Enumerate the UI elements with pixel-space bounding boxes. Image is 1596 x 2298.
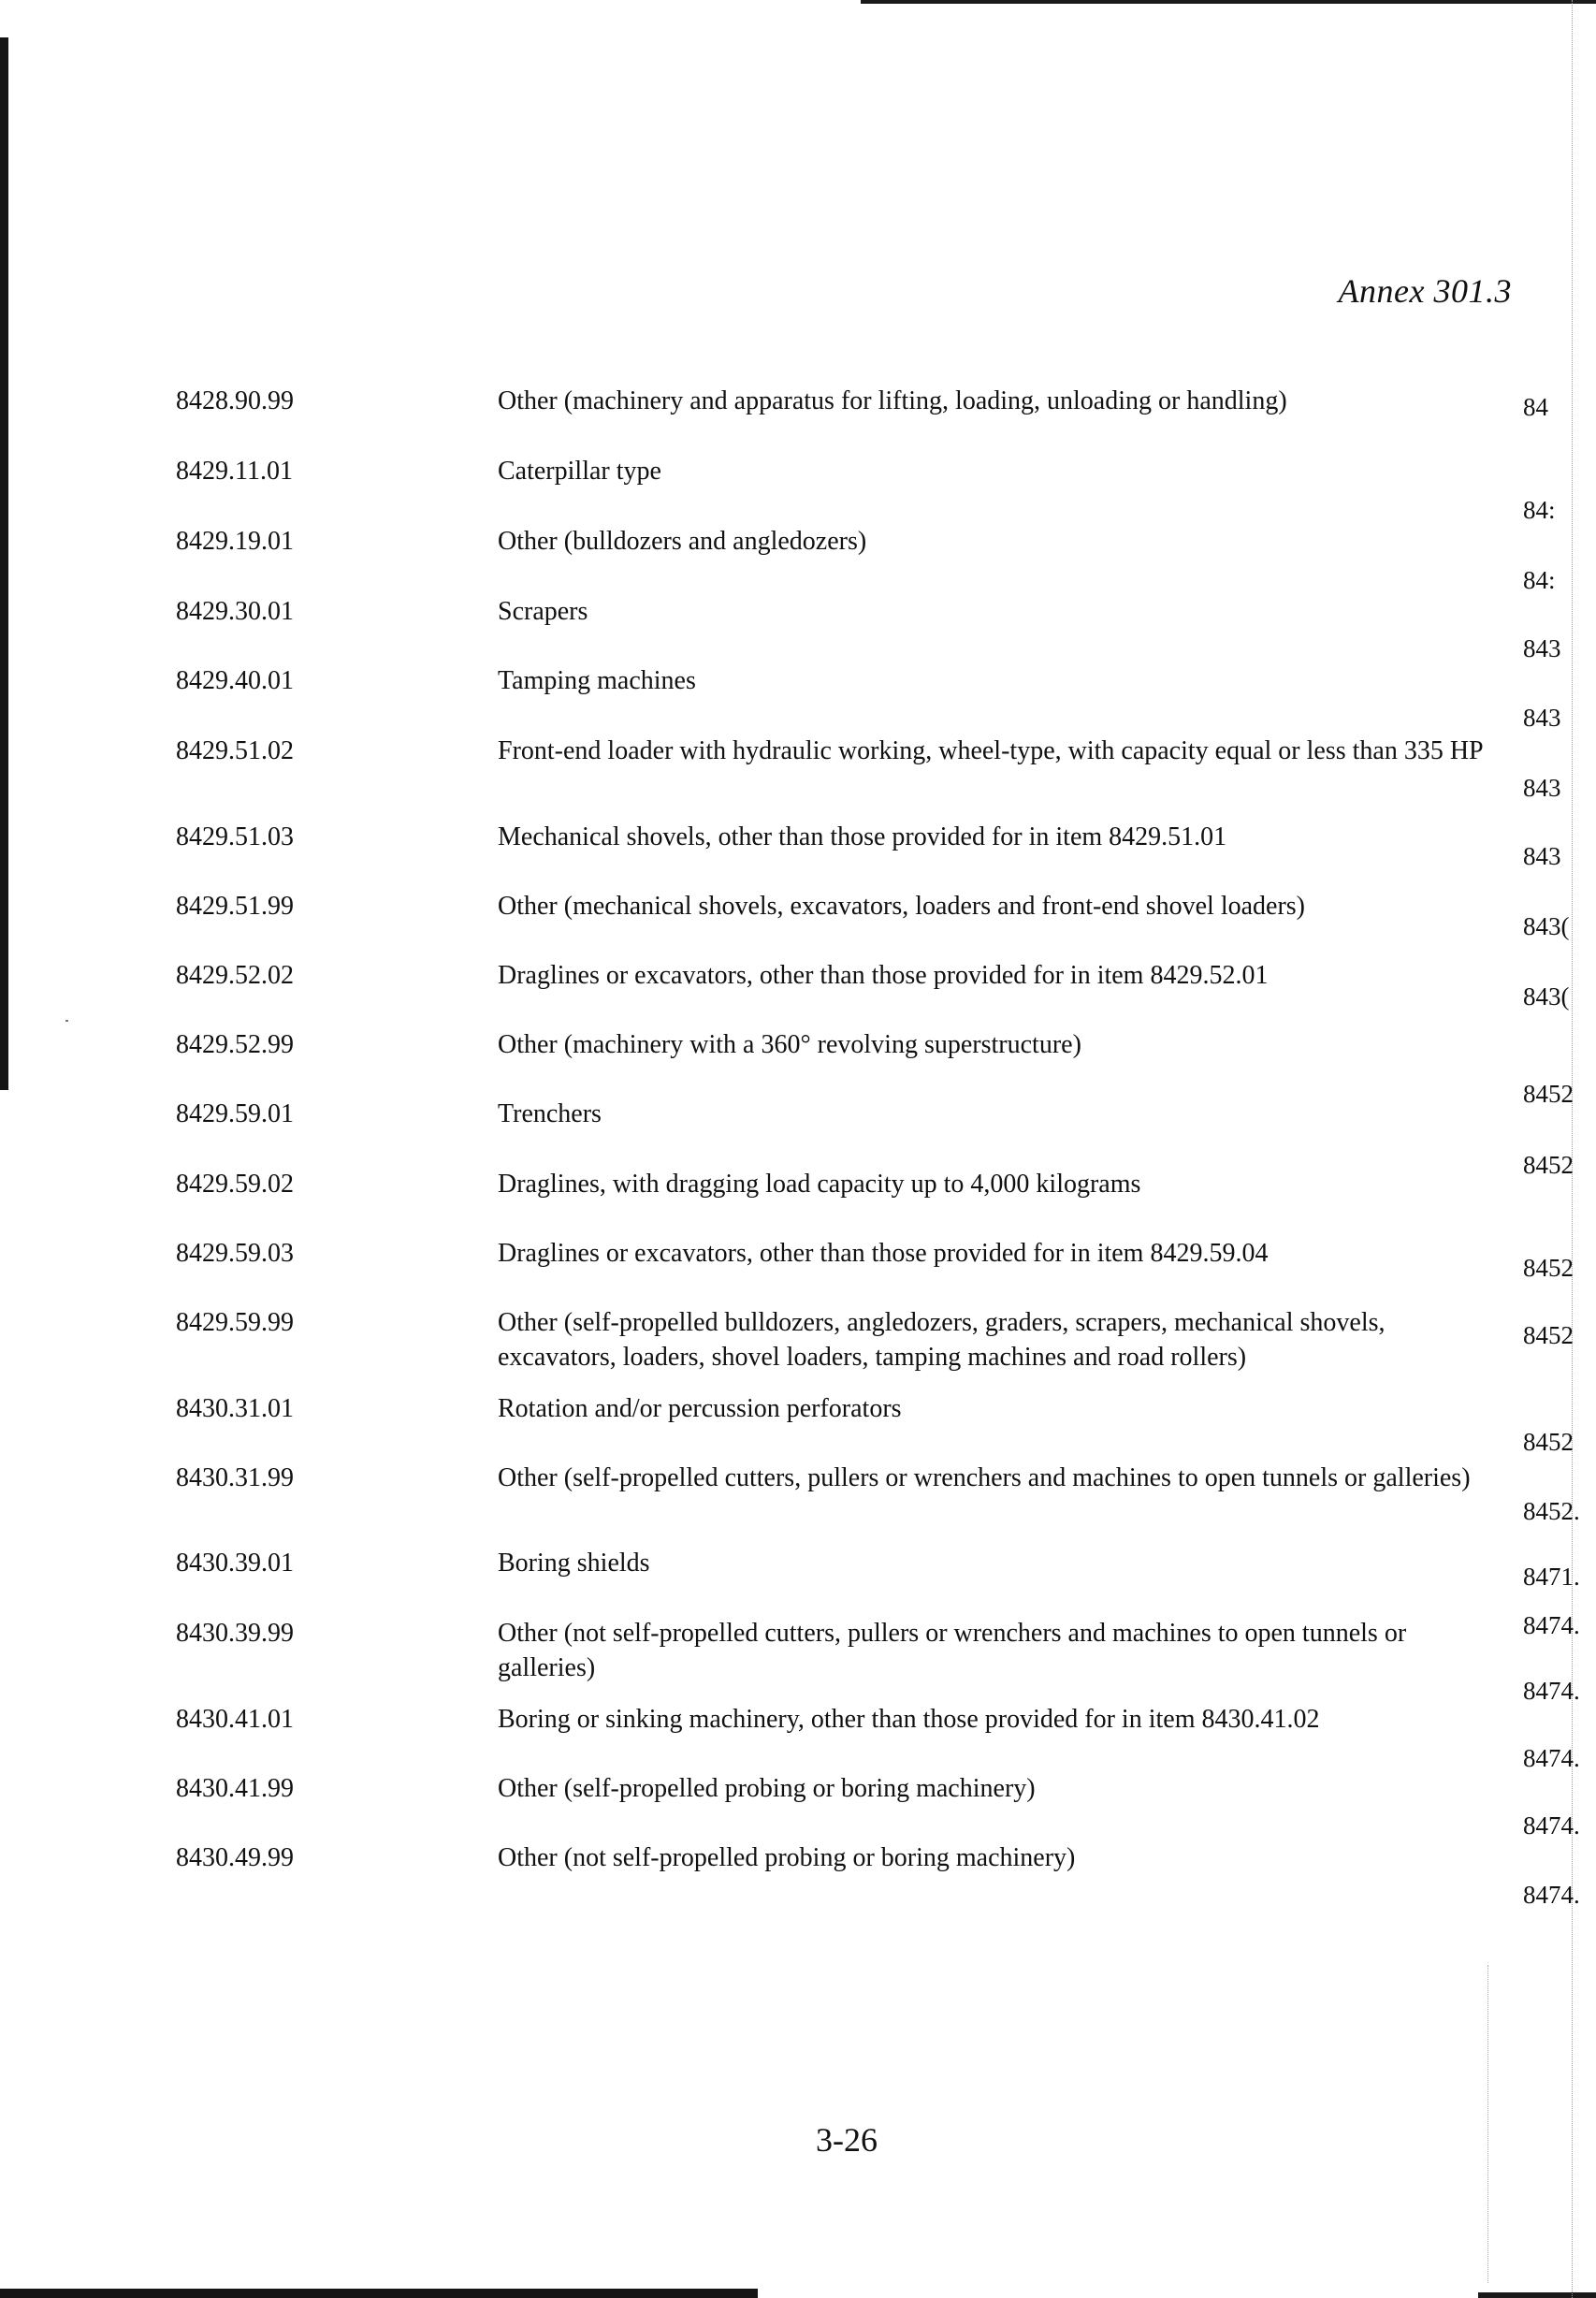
- tariff-code: 8429.59.99: [176, 1308, 294, 1337]
- scan-edge-bottom-right: [1478, 2292, 1596, 2298]
- tariff-description: Draglines or excavators, other than those provided for in item 8429.59.04: [498, 1239, 1269, 1268]
- tariff-description: Scrapers: [498, 597, 588, 626]
- adjacent-page-fragment: 8452: [1523, 1254, 1574, 1282]
- tariff-description: Other (machinery with a 360° revolving superstructure): [498, 1030, 1081, 1059]
- tariff-description: Trenchers: [498, 1099, 602, 1128]
- page-number: 3-26: [816, 2121, 878, 2159]
- adjacent-page-fragment: 84:: [1523, 496, 1556, 524]
- tariff-description: Front-end loader with hydraulic working, wheel-type, with capacity equal or less than 335 HP: [498, 736, 1484, 765]
- scan-edge-bottom: [0, 2289, 758, 2298]
- adjacent-page-fragment: 843: [1523, 842, 1561, 870]
- tariff-code: 8428.90.99: [176, 386, 294, 415]
- tariff-code: 8430.41.01: [176, 1705, 294, 1734]
- tariff-code: 8429.19.01: [176, 527, 294, 556]
- tariff-code: 8430.49.99: [176, 1843, 294, 1872]
- tariff-description: Boring or sinking machinery, other than those provided for in item 8430.41.02: [498, 1705, 1320, 1734]
- tariff-description: Other (bulldozers and angledozers): [498, 527, 867, 556]
- adjacent-page-fragment: 843(: [1523, 912, 1570, 940]
- tariff-code: 8430.41.99: [176, 1774, 294, 1803]
- tariff-code: 8429.11.01: [176, 457, 293, 486]
- adjacent-page-fragment: 8452.: [1523, 1497, 1580, 1525]
- tariff-description: Other (self-propelled cutters, pullers or wrenchers and machines to open tunnels or galleries): [498, 1463, 1471, 1492]
- tariff-code: 8430.39.01: [176, 1549, 294, 1578]
- tariff-description: Draglines, with dragging load capacity up to 4,000 kilograms: [498, 1170, 1141, 1199]
- adjacent-page-fragment: 843: [1523, 704, 1561, 732]
- adjacent-page-fragment: 8471.: [1523, 1563, 1580, 1591]
- adjacent-page-fragment: 843: [1523, 774, 1561, 802]
- tariff-description: Other (mechanical shovels, excavators, loaders and front-end shovel loaders): [498, 892, 1306, 921]
- tariff-code: 8430.31.99: [176, 1463, 294, 1492]
- adjacent-page-fragment: 84: [1523, 393, 1548, 421]
- tariff-description: Draglines or excavators, other than those provided for in item 8429.52.01: [498, 961, 1269, 990]
- adjacent-page-fragment: 8452: [1523, 1080, 1574, 1108]
- tariff-description: Other (machinery and apparatus for lifting, loading, unloading or handling): [498, 386, 1287, 415]
- tariff-description: Tamping machines: [498, 666, 696, 695]
- scan-edge-left: [0, 37, 8, 1090]
- adjacent-page-fragment: 843(: [1523, 982, 1570, 1011]
- adjacent-page-fragment: 8452: [1523, 1428, 1574, 1456]
- tariff-description: Other (self-propelled probing or boring machinery): [498, 1774, 1036, 1803]
- tariff-code: 8429.52.02: [176, 961, 294, 990]
- scan-edge-top: [861, 0, 1596, 4]
- tariff-code: 8429.59.01: [176, 1099, 294, 1128]
- tariff-description: Other (self-propelled bulldozers, angledozers, graders, scrapers, mechanical shovels, excavators, loaders, shovel loaders, tamping machines and road rollers): [498, 1308, 1386, 1372]
- tariff-code: 8429.52.99: [176, 1030, 294, 1059]
- tariff-code: 8430.31.01: [176, 1394, 294, 1423]
- annex-title: Annex 301.3: [1338, 272, 1512, 310]
- tariff-description: Rotation and/or percussion perforators: [498, 1394, 902, 1423]
- adjacent-page-fragment: 8452: [1523, 1151, 1574, 1179]
- scan-speck: [65, 1020, 68, 1022]
- tariff-code: 8429.30.01: [176, 597, 294, 626]
- adjacent-page-fragment: 8474.: [1523, 1811, 1580, 1840]
- tariff-description: Other (not self-propelled cutters, pullers or wrenchers and machines to open tunnels or galleries): [498, 1619, 1407, 1682]
- adjacent-page-fragment: 8474.: [1523, 1744, 1580, 1772]
- tariff-code: 8429.51.99: [176, 892, 294, 921]
- adjacent-page-fragment: 8474.: [1523, 1881, 1580, 1909]
- adjacent-page-fragment: 84:: [1523, 566, 1556, 594]
- adjacent-page-fragment: 8452: [1523, 1321, 1574, 1349]
- adjacent-page-edge: [1572, 0, 1573, 2298]
- tariff-description: Boring shields: [498, 1549, 650, 1578]
- tariff-code: 8429.51.02: [176, 736, 294, 765]
- tariff-code: 8429.51.03: [176, 822, 294, 851]
- tariff-description: Other (not self-propelled probing or boring machinery): [498, 1843, 1076, 1872]
- tariff-description: Mechanical shovels, other than those provided for in item 8429.51.01: [498, 822, 1227, 851]
- tariff-code: 8430.39.99: [176, 1619, 294, 1648]
- adjacent-page-fragment: 843: [1523, 634, 1561, 662]
- tariff-code: 8429.59.03: [176, 1239, 294, 1268]
- tariff-description: Caterpillar type: [498, 457, 661, 486]
- adjacent-page-fragment: 8474.: [1523, 1611, 1580, 1639]
- tariff-code: 8429.40.01: [176, 666, 294, 695]
- tariff-code: 8429.59.02: [176, 1170, 294, 1199]
- adjacent-page-fragment: 8474.: [1523, 1677, 1580, 1705]
